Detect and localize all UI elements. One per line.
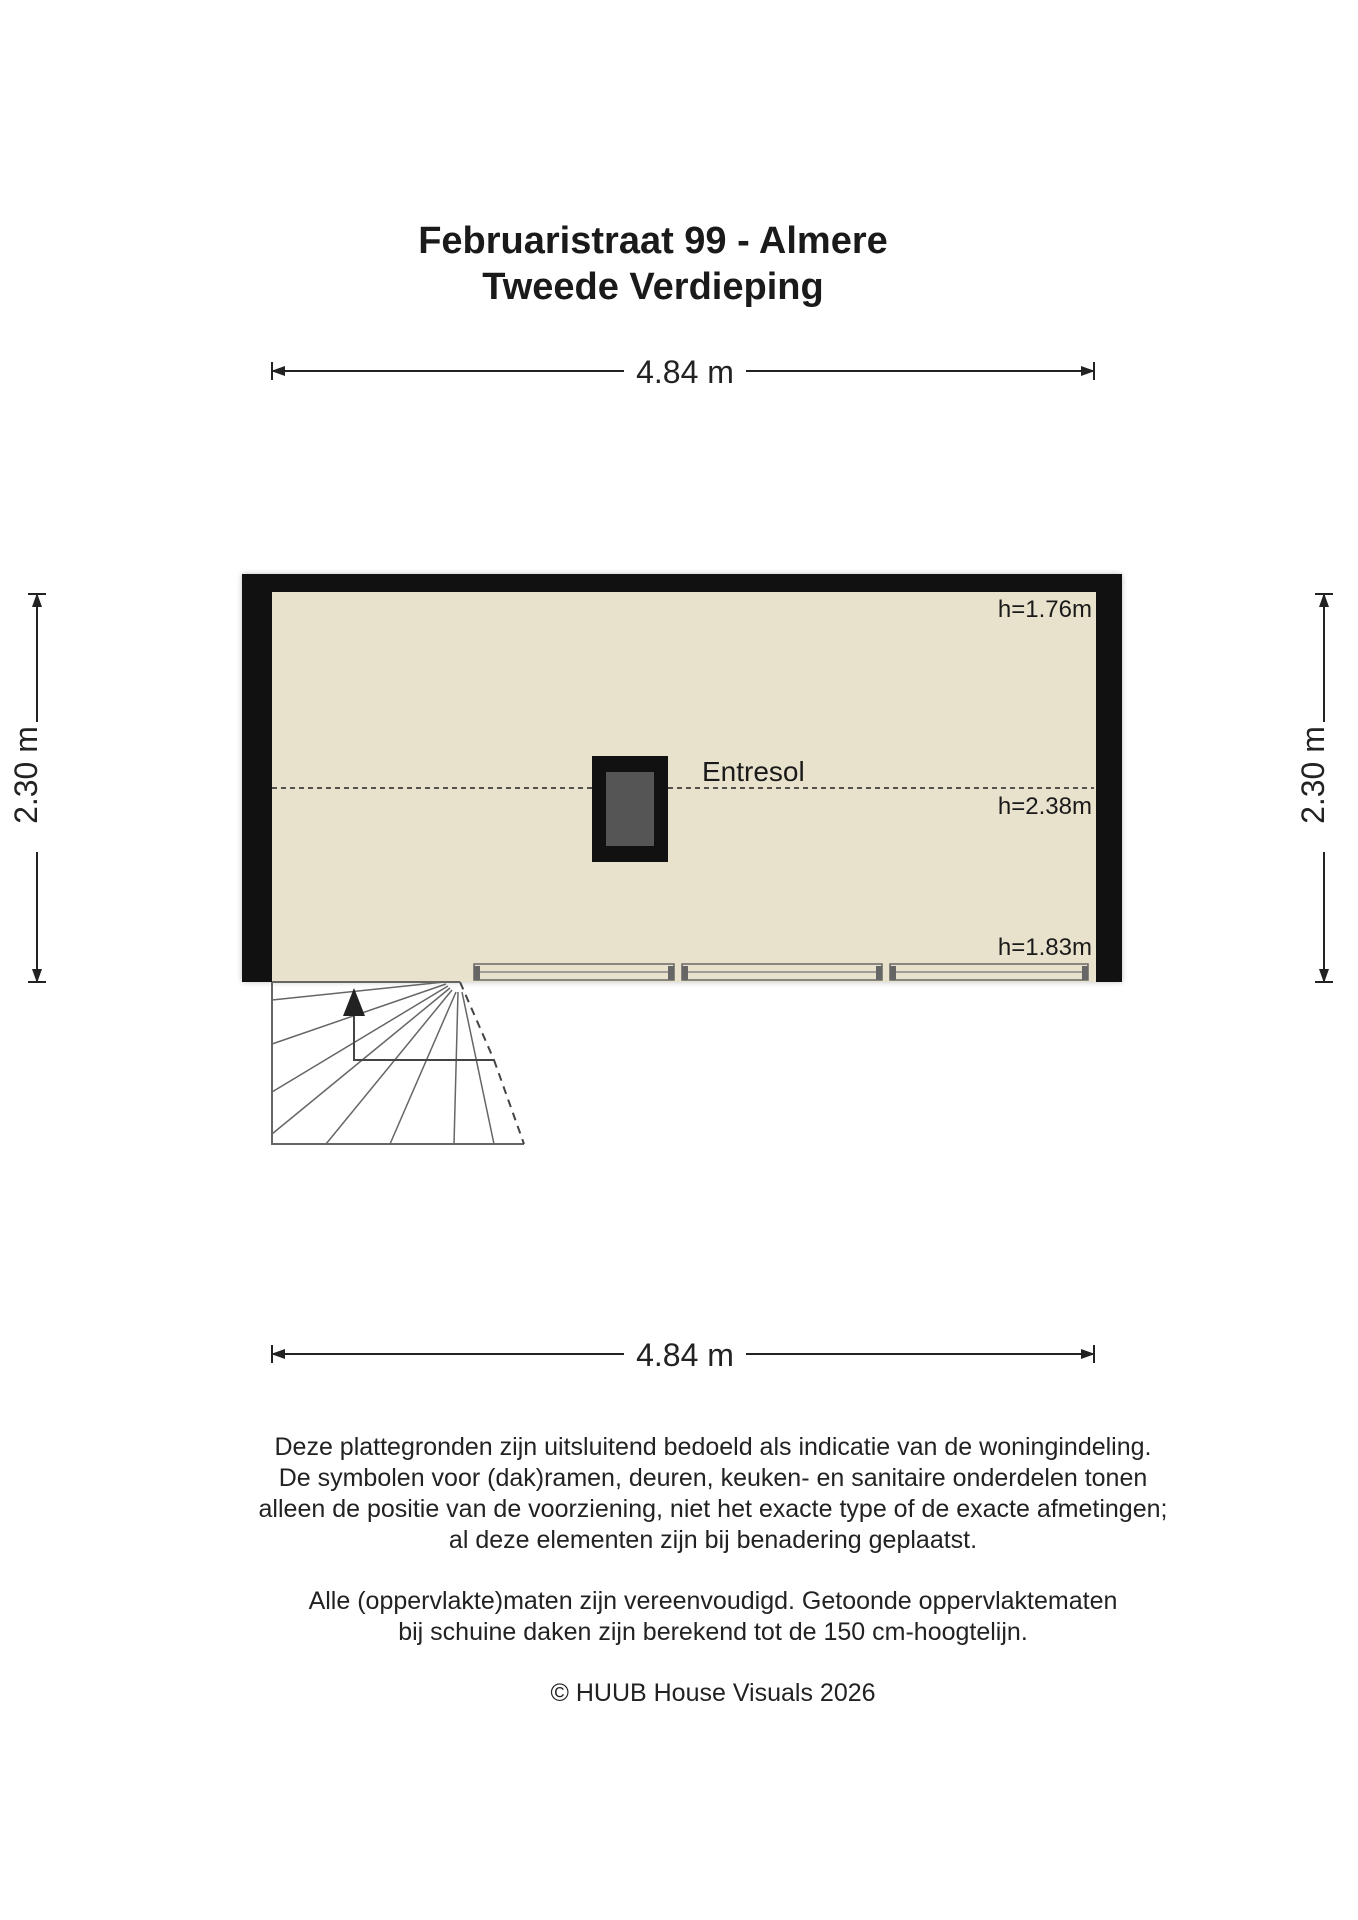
dimension-right [1295, 594, 1333, 982]
copyright-notice: © HUUB House Visuals 2026 [550, 1679, 876, 1707]
wall-top [242, 574, 1122, 592]
height-label-bottom: h=1.83m [997, 934, 1092, 961]
dimension-top [272, 354, 1094, 390]
disclaimer-line: alleen de positie van de voorziening, niet het exacte type of de exacte afmetingen; [258, 1495, 1168, 1523]
room-label: Entresol [702, 756, 805, 787]
dimension-bottom [272, 1337, 1094, 1373]
room-entresol [242, 574, 1122, 982]
room-floor [272, 590, 1096, 982]
railing [474, 964, 1088, 980]
dimension-left [8, 594, 46, 982]
dimension-right-label: 2.30 m [1295, 726, 1331, 824]
plan-subtitle: Tweede Verdieping [482, 266, 824, 308]
disclaimer-line: Deze plattegronden zijn uitsluitend bedoeld als indicatie van de woningindeling. [274, 1433, 1152, 1461]
disclaimer-paragraph-2 [0, 1586, 1358, 1648]
disclaimer-paragraph-1 [0, 1432, 1358, 1556]
height-label-middle: h=2.38m [997, 793, 1092, 820]
disclaimer-line: Alle (oppervlakte)maten zijn vereenvoudigd. Getoonde oppervlaktematen [308, 1587, 1118, 1615]
disclaimer-line: al deze elementen zijn bij benadering geplaatst. [448, 1526, 978, 1554]
disclaimer-line: bij schuine daken zijn berekend tot de 150 cm-hoogtelijn. [398, 1618, 1028, 1646]
wall-left [242, 574, 272, 982]
disclaimer-line: De symbolen voor (dak)ramen, deuren, keuken- en sanitaire onderdelen tonen [278, 1464, 1148, 1492]
dimension-bottom-label: 4.84 m [636, 1337, 734, 1373]
staircase [272, 982, 524, 1144]
wall-right [1096, 574, 1122, 982]
dimension-left-label: 2.30 m [8, 726, 44, 824]
plan-title: Februaristraat 99 - Almere [418, 220, 888, 262]
height-label-top: h=1.76m [997, 596, 1092, 623]
dimension-top-label: 4.84 m [636, 354, 734, 390]
